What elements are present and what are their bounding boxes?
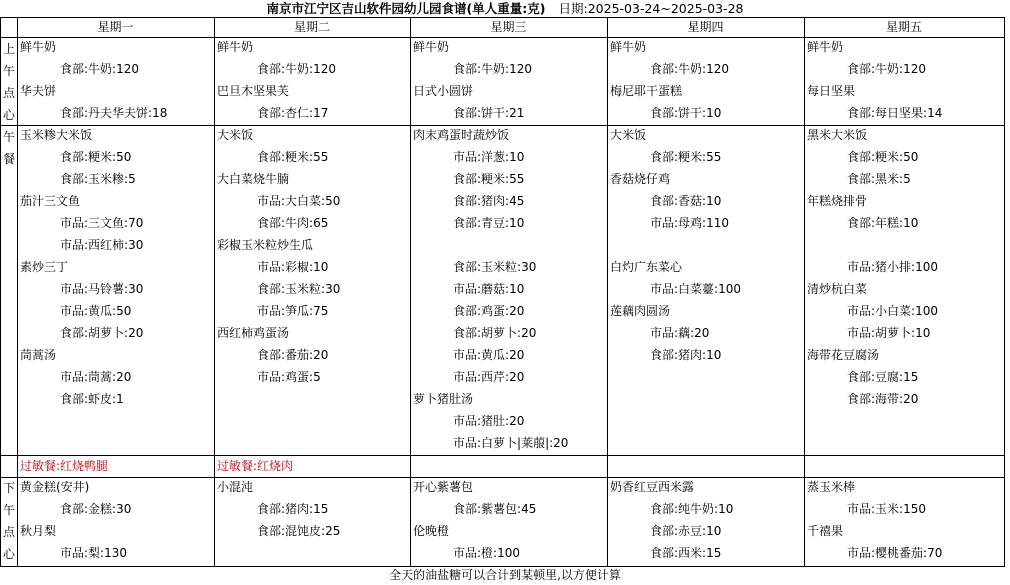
dish-name: 鲜牛奶 [807, 40, 844, 54]
dish-name: 千禧果 [807, 524, 844, 538]
ingredient-line: 市品:藕:20 [650, 326, 710, 340]
page-title [0, 0, 1010, 17]
dish-name: 素炒三丁 [20, 260, 69, 274]
ingredient-line: 食部:胡萝卜:20 [60, 326, 144, 340]
ingredient-line: 食部:粳米:55 [257, 150, 329, 164]
section-label-morning: 午 [2, 64, 15, 78]
column-border [410, 17, 411, 567]
dish-name: 鲜牛奶 [217, 40, 254, 54]
ingredient-line: 市品:茼蒿:20 [60, 370, 132, 384]
ingredient-line: 市品:大白菜:50 [257, 194, 341, 208]
column-border [214, 17, 215, 567]
ingredient-line: 食部:牛奶:120 [650, 62, 729, 76]
dish-name: 伦晚橙 [413, 524, 450, 538]
ingredient-line: 食部:每日坚果:14 [847, 106, 943, 120]
dish-name: 肉末鸡蛋时蔬炒饭 [413, 128, 510, 142]
ingredient-line: 食部:纯牛奶:10 [650, 502, 734, 516]
ingredient-line: 市品:猪小排:100 [847, 260, 938, 274]
date-range: 日期:2025-03-24~2025-03-28 [558, 1, 744, 16]
ingredient-line: 市品:蘑菇:10 [453, 282, 525, 296]
ingredient-line: 食部:番茄:20 [257, 348, 329, 362]
ingredient-line: 食部:粳米:50 [847, 150, 919, 164]
ingredient-line: 市品:母鸡:110 [650, 216, 729, 230]
ingredient-line: 食部:粳米:55 [650, 150, 722, 164]
section-label-morning: 心 [2, 108, 15, 122]
ingredient-line: 食部:玉米粒:30 [453, 260, 537, 274]
dish-name: 秋月梨 [20, 524, 57, 538]
allergy-meal: 过敏餐:红烧鸭腿 [20, 459, 109, 473]
ingredient-line: 市品:白菜薹:100 [650, 282, 741, 296]
day-header: 星期三 [490, 20, 527, 34]
dish-name: 清炒杭白菜 [807, 282, 868, 296]
ingredient-line: 食部:玉米糁:5 [60, 172, 136, 186]
dish-name: 白灼广东菜心 [610, 260, 683, 274]
dish-name: 年糕烧排骨 [807, 194, 868, 208]
dish-name: 华夫饼 [20, 84, 57, 98]
ingredient-line: 食部:赤豆:10 [650, 524, 722, 538]
ingredient-line: 市品:笋瓜:75 [257, 304, 329, 318]
ingredient-line: 食部:豆腐:15 [847, 370, 919, 384]
allergy-meal: 过敏餐:红烧肉 [217, 459, 294, 473]
dish-name: 蒸玉米棒 [807, 480, 856, 494]
dish-name: 鲜牛奶 [413, 40, 450, 54]
ingredient-line: 食部:牛肉:65 [257, 216, 329, 230]
ingredient-line: 市品:梨:130 [60, 546, 127, 560]
section-label-lunch: 餐 [2, 152, 15, 166]
ingredient-line: 食部:黑米:5 [847, 172, 911, 186]
dish-name: 海带花豆腐汤 [807, 348, 880, 362]
dish-name: 彩椒玉米粒炒生瓜 [217, 238, 314, 252]
ingredient-line: 市品:猪肚:20 [453, 414, 525, 428]
dish-name: 茄汁三文鱼 [20, 194, 81, 208]
ingredient-line: 市品:胡萝卜:10 [847, 326, 931, 340]
header-bottom-border [0, 37, 1005, 38]
column-border [804, 17, 805, 567]
lunch-bottom-border [0, 455, 1005, 456]
ingredient-line: 食部:海带:20 [847, 392, 919, 406]
ingredient-line: 市品:马铃薯:30 [60, 282, 144, 296]
ingredient-line: 食部:牛奶:120 [453, 62, 532, 76]
dish-name: 西红柿鸡蛋汤 [217, 326, 290, 340]
dish-name: 莲藕肉圆汤 [610, 304, 671, 318]
ingredient-line: 食部:鸡蛋:20 [453, 304, 525, 318]
ingredient-line: 市品:橙:100 [453, 546, 520, 560]
dish-name: 茼蒿汤 [20, 348, 57, 362]
ingredient-line: 市品:彩椒:10 [257, 260, 329, 274]
dish-name: 大白菜烧牛腩 [217, 172, 290, 186]
ingredient-line: 食部:饼干:21 [453, 106, 525, 120]
dish-name: 鲜牛奶 [20, 40, 57, 54]
ingredient-line: 食部:混饨皮:25 [257, 524, 341, 538]
section-label-afternoon: 下 [2, 481, 15, 495]
ingredient-line: 食部:紫薯包:45 [453, 502, 537, 516]
ingredient-line: 食部:丹夫华夫饼:18 [60, 106, 168, 120]
ingredient-line: 食部:粳米:55 [453, 172, 525, 186]
dish-name: 梅尼耶干蛋糕 [610, 84, 683, 98]
column-border [1004, 17, 1005, 567]
section-label-afternoon: 心 [2, 547, 15, 561]
ingredient-line: 市品:黄瓜:20 [453, 348, 525, 362]
day-header: 星期二 [293, 20, 330, 34]
section-label-afternoon: 点 [2, 525, 15, 539]
menu-title: 南京市江宁区吉山软件园幼儿园食谱(单人重量:克) [266, 1, 546, 16]
day-header: 星期四 [687, 20, 724, 34]
ingredient-line: 食部:虾皮:1 [60, 392, 124, 406]
ingredient-line: 食部:西米:15 [650, 546, 722, 560]
ingredient-line: 市品:小白菜:100 [847, 304, 938, 318]
section-label-morning: 上 [2, 42, 15, 56]
dish-name: 日式小圆饼 [413, 84, 474, 98]
dish-name: 香菇烧仔鸡 [610, 172, 671, 186]
dish-name: 开心紫薯包 [413, 480, 474, 494]
footer-note: 全天的油盐糖可以合计到某顿里,以方便计算 [389, 568, 621, 582]
ingredient-line: 市品:黄瓜:50 [60, 304, 132, 318]
dish-name: 黄金糕(安井) [20, 480, 90, 494]
dish-name: 巴旦木坚果芙 [217, 84, 290, 98]
section-label-lunch: 午 [2, 130, 15, 144]
section-label-afternoon: 午 [2, 503, 15, 517]
ingredient-line: 市品:玉米:150 [847, 502, 926, 516]
ingredient-line: 食部:青豆:10 [453, 216, 525, 230]
ingredient-line: 市品:樱桃番茄:70 [847, 546, 943, 560]
ingredient-line: 市品:西芹:20 [453, 370, 525, 384]
dish-name: 每日坚果 [807, 84, 856, 98]
ingredient-line: 食部:牛奶:120 [847, 62, 926, 76]
day-header: 星期五 [885, 20, 922, 34]
dish-name: 萝卜猪肚汤 [413, 392, 474, 406]
dish-name: 小混沌 [217, 480, 254, 494]
ingredient-line: 市品:鸡蛋:5 [257, 370, 321, 384]
ingredient-line: 食部:猪肉:15 [257, 502, 329, 516]
ingredient-line: 食部:牛奶:120 [60, 62, 139, 76]
ingredient-line: 食部:牛奶:120 [257, 62, 336, 76]
ingredient-line: 食部:年糕:10 [847, 216, 919, 230]
column-border [607, 17, 608, 567]
ingredient-line: 市品:三文鱼:70 [60, 216, 144, 230]
dish-name: 大米饭 [610, 128, 647, 142]
dish-name: 黑米大米饭 [807, 128, 868, 142]
ingredient-line: 食部:玉米粒:30 [257, 282, 341, 296]
ingredient-line: 市品:西红柿:30 [60, 238, 144, 252]
ingredient-line: 食部:粳米:50 [60, 150, 132, 164]
ingredient-line: 食部:胡萝卜:20 [453, 326, 537, 340]
ingredient-line: 食部:猪肉:45 [453, 194, 525, 208]
dish-name: 鲜牛奶 [610, 40, 647, 54]
dish-name: 奶香红豆西米露 [610, 480, 695, 494]
dish-name: 大米饭 [217, 128, 254, 142]
ingredient-line: 食部:饼干:10 [650, 106, 722, 120]
dish-name: 玉米糁大米饭 [20, 128, 93, 142]
section-label-morning: 点 [2, 86, 15, 100]
ingredient-line: 食部:金糕:30 [60, 502, 132, 516]
day-header: 星期一 [97, 20, 134, 34]
ingredient-line: 食部:猪肉:10 [650, 348, 722, 362]
ingredient-line: 市品:洋葱:10 [453, 150, 525, 164]
ingredient-line: 食部:香菇:10 [650, 194, 722, 208]
ingredient-line: 食部:杏仁:17 [257, 106, 329, 120]
ingredient-line: 市品:白萝卜|莱菔|:20 [453, 436, 569, 450]
